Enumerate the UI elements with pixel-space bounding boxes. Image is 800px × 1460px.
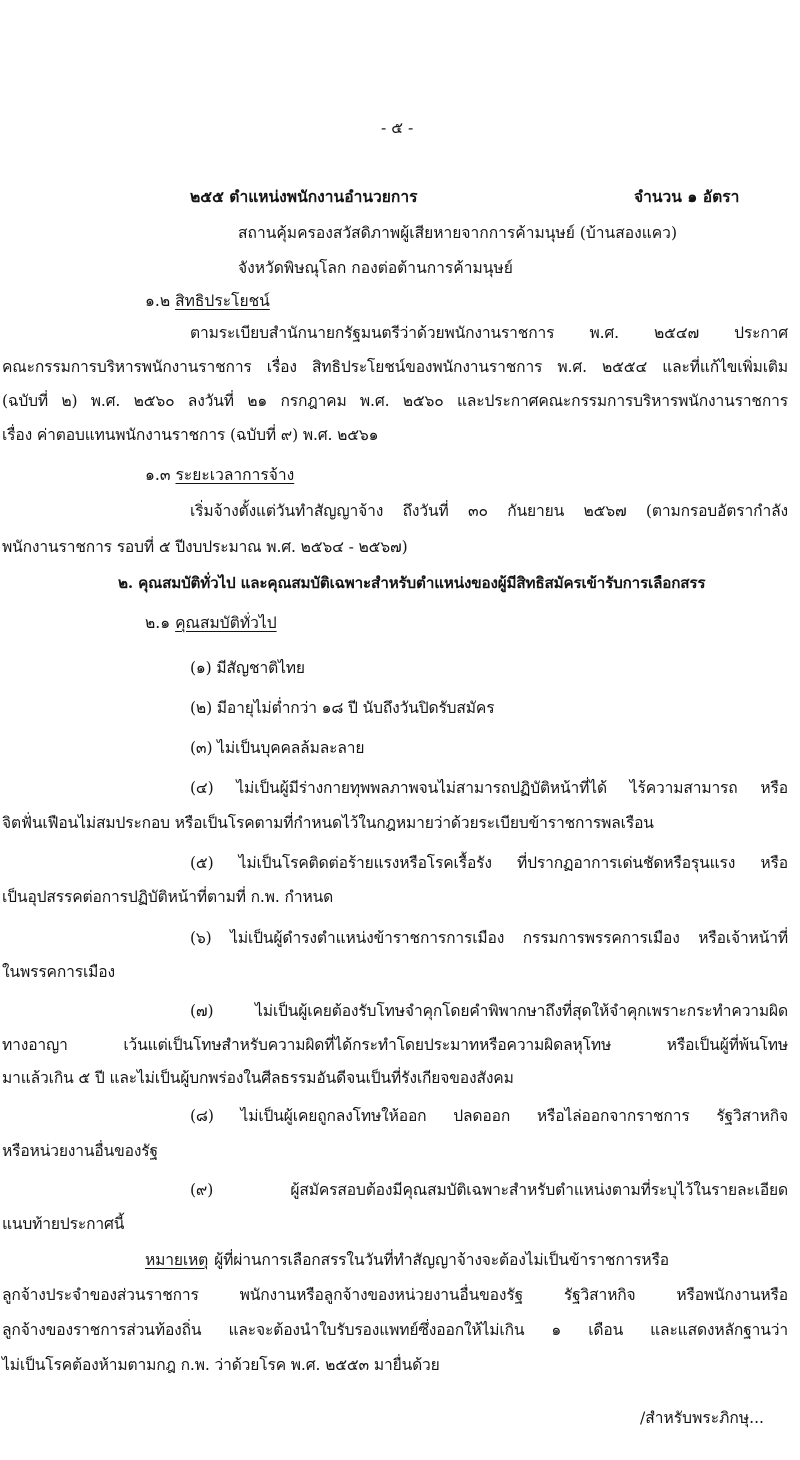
remark-line: ไม่เป็นโรคต้องห้ามตามกฎ ก.พ. ว่าด้วยโรค พ.ศ. ๒๕๕๓ มายื่นด้วย [2, 1356, 440, 1374]
qualification-item-2: (๒) มีอายุไม่ต่ำกว่า ๑๘ ปี นับถึงวันปิดรับสมัคร [190, 699, 495, 717]
remark-first-line [145, 1249, 788, 1271]
qualification-item-6-cont: ในพรรคการเมือง [2, 963, 115, 981]
benefits-line: เรื่อง ค่าตอบแทนพนักงานราชการ (ฉบับที่ ๙) พ.ศ. ๒๕๖๑ [2, 426, 379, 444]
general-qualifications-heading [145, 612, 277, 634]
general-qualifications-title: คุณสมบัติทั่วไป [175, 614, 277, 632]
position-quota: จำนวน ๑ อัตรา [634, 187, 740, 206]
remark-line: ลูกจ้างของราชการส่วนท้องถิ่น และจะต้องนำใบรับรองแพทย์ซึ่งออกให้ไม่เกิน ๑ เดือน และแสดงหลักฐานว่า [2, 1321, 788, 1339]
benefits-title: สิทธิประโยชน์ [175, 292, 270, 310]
employment-period-heading [145, 464, 294, 486]
continuation-note: /สำหรับพระภิกษุ... [640, 1409, 764, 1427]
position-unit-line-1: สถานคุ้มครองสวัสดิภาพผู้เสียหายจากการค้ามนุษย์ (บ้านสองแคว) [238, 224, 678, 242]
qualification-item-6: (๖) ไม่เป็นผู้ดำรงตำแหน่งข้าราชการการเมือง กรรมการพรรคการเมือง หรือเจ้าหน้าที่ [190, 929, 788, 947]
qualification-item-5-cont: เป็นอุปสรรคต่อการปฏิบัติหน้าที่ตามที่ ก.พ. กำหนด [2, 888, 334, 906]
benefits-heading [145, 290, 270, 312]
general-qualifications-number: ๒.๑ [145, 614, 171, 632]
qualification-item-7-cont: ทางอาญา เว้นแต่เป็นโทษสำหรับความผิดที่ได้กระทำโดยประมาทหรือความผิดลหุโทษ หรือเป็นผู้ที่พ้นโทษ [2, 1036, 788, 1054]
qualification-item-4-cont: จิตฟั่นเฟือนไม่สมประกอบ หรือเป็นโรคตามที่กำหนดไว้ในกฎหมายว่าด้วยระเบียบข้าราชการพลเรือน [2, 814, 654, 832]
qualification-item-9-cont: แนบท้ายประกาศนี้ [2, 1215, 125, 1233]
benefits-line: (ฉบับที่ ๒) พ.ศ. ๒๕๖๐ ลงวันที่ ๒๑ กรกฎาคม พ.ศ. ๒๕๖๐ และประกาศคณะกรรมการบริหารพนักงานราชการ [2, 392, 788, 410]
qualification-item-5: (๕) ไม่เป็นโรคติดต่อร้ายแรงหรือโรคเรื้อรัง ที่ปรากฏอาการเด่นชัดหรือรุนแรง หรือ [190, 854, 788, 872]
remark-line: ลูกจ้างประจำของส่วนราชการ พนักงานหรือลูกจ้างของหน่วยงานอื่นของรัฐ รัฐวิสาหกิจ หรือพนักงานหรือ [2, 1286, 788, 1304]
position-unit-line-2: จังหวัดพิษณุโลก กองต่อต้านการค้ามนุษย์ [238, 259, 513, 277]
page-number: - ๕ - [381, 119, 414, 137]
qualification-item-7-cont: มาแล้วเกิน ๕ ปี และไม่เป็นผู้บกพร่องในศีลธรรมอันดีจนเป็นที่รังเกียจของสังคม [2, 1069, 514, 1087]
qualification-item-7: (๗) ไม่เป็นผู้เคยต้องรับโทษจำคุกโดยคำพิพากษาถึงที่สุดให้จำคุกเพราะกระทำความผิด [190, 1002, 788, 1020]
qualification-item-8: (๘) ไม่เป็นผู้เคยถูกลงโทษให้ออก ปลดออก หรือไล่ออกจากราชการ รัฐวิสาหกิจ [190, 1107, 788, 1125]
employment-period-line: เริ่มจ้างตั้งแต่วันทำสัญญาจ้าง ถึงวันที่ ๓๐ กันยายน ๒๕๖๗ (ตามกรอบอัตรากำลัง [190, 502, 788, 520]
qualification-item-1: (๑) มีสัญชาติไทย [190, 659, 305, 677]
benefits-line: คณะกรรมการบริหารพนักงานราชการ เรื่อง สิทธิประโยชน์ของพนักงานราชการ พ.ศ. ๒๕๕๔ และที่แก้ไขเพิ่มเติม [2, 358, 788, 376]
remark-label: หมายเหตุ [145, 1251, 209, 1269]
qualification-item-4: (๔) ไม่เป็นผู้มีร่างกายทุพพลภาพจนไม่สามารถปฏิบัติหน้าที่ได้ ไร้ความสามารถ หรือ [190, 779, 788, 797]
employment-period-title: ระยะเวลาการจ้าง [175, 466, 295, 484]
qualification-item-8-cont: หรือหน่วยงานอื่นของรัฐ [2, 1142, 158, 1160]
qualification-item-3: (๓) ไม่เป็นบุคคลล้มละลาย [190, 739, 365, 757]
benefits-line: ตามระเบียบสำนักนายกรัฐมนตรีว่าด้วยพนักงานราชการ พ.ศ. ๒๕๔๗ ประกาศ [190, 324, 788, 342]
qualification-item-9: (๙) ผู้สมัครสอบต้องมีคุณสมบัติเฉพาะสำหรับตำแหน่งตามที่ระบุไว้ในรายละเอียด [190, 1181, 788, 1199]
position-title: ๒๕๕ ตำแหน่งพนักงานอำนวยการ [190, 187, 418, 206]
employment-period-number: ๑.๓ [145, 466, 171, 484]
section2-heading: ๒. คุณสมบัติทั่วไป และคุณสมบัติเฉพาะสำหรับตำแหน่งของผู้มีสิทธิสมัครเข้ารับการเลือกสรร [118, 574, 706, 592]
benefits-number: ๑.๒ [145, 292, 171, 310]
remark-line: ผู้ที่ผ่านการเลือกสรรในวันที่ทำสัญญาจ้างจะต้องไม่เป็นข้าราชการหรือ [214, 1251, 670, 1269]
employment-period-line: พนักงานราชการ รอบที่ ๕ ปีงบประมาณ พ.ศ. ๒๕๖๔ - ๒๕๖๗) [2, 538, 408, 556]
